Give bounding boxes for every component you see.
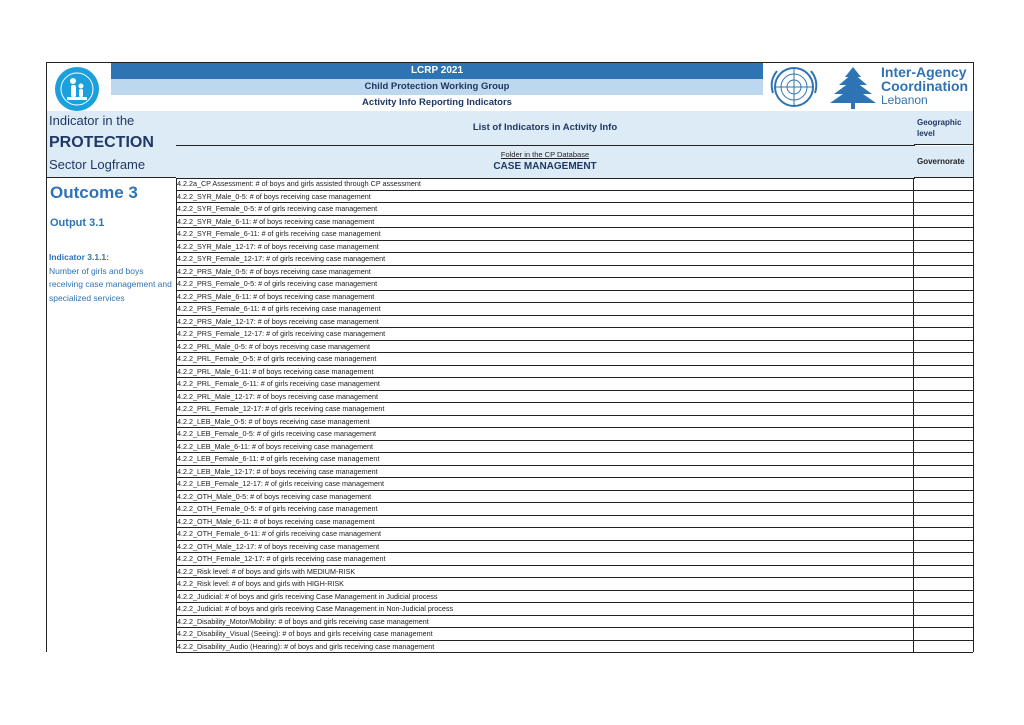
report-subtitle-2: Activity Info Reporting Indicators: [111, 95, 763, 111]
geographic-level-cell: [914, 553, 973, 565]
geographic-level-header: Geographic level: [914, 111, 973, 145]
geographic-level-cell: [914, 641, 973, 653]
table-row: [176, 478, 973, 491]
logframe-title-line-2: PROTECTION: [49, 134, 154, 151]
geographic-level-cell: [914, 341, 973, 353]
logframe-title-line-3: Sector Logframe: [49, 157, 146, 172]
indicator-cell: 4.2.2_PRS_Male_0-5: # of boys receiving case management: [176, 266, 914, 278]
geographic-level-cell: [914, 453, 973, 465]
governorate-label: Governorate: [914, 146, 973, 178]
geographic-level-cell: [914, 628, 973, 640]
table-row: [176, 528, 973, 541]
geographic-level-cell: [914, 466, 973, 478]
table-row: [176, 416, 973, 429]
table-row: [176, 366, 973, 379]
indicator-cell: 4.2.2_LEB_Male_0-5: # of boys receiving case management: [176, 416, 914, 428]
geographic-level-cell: [914, 203, 973, 215]
indicator-cell: 4.2.2_PRL_Male_0-5: # of boys receiving case management: [176, 341, 914, 353]
table-row: [176, 428, 973, 441]
geographic-level-cell: [914, 353, 973, 365]
outcome-label: Outcome 3: [50, 183, 138, 202]
un-emblem-icon: [763, 63, 825, 111]
indicator-rows: [176, 178, 973, 653]
table-row: [176, 341, 973, 354]
logframe-panel: [47, 111, 177, 652]
indicator-cell: 4.2.2_PRS_Male_6-11: # of boys receiving case management: [176, 291, 914, 303]
indicator-cell: 4.2.2_PRL_Female_0-5: # of girls receiving case management: [176, 353, 914, 365]
table-row: [176, 378, 973, 391]
folder-name: CASE MANAGEMENT: [493, 161, 597, 172]
indicator-cell: 4.2.2_SYR_Male_6-11: # of boys receiving case management: [176, 216, 914, 228]
indicator-cell: 4.2.2_OTH_Female_0-5: # of girls receiving case management: [176, 503, 914, 515]
table-row: [176, 253, 973, 266]
geographic-level-cell: [914, 541, 973, 553]
table-row: [176, 191, 973, 204]
table-row: [176, 241, 973, 254]
geographic-level-cell: [914, 278, 973, 290]
table-row: [176, 266, 973, 279]
table-row: [176, 466, 973, 479]
indicator-cell: 4.2.2_LEB_Female_0-5: # of girls receiving case management: [176, 428, 914, 440]
table-row: [176, 628, 973, 641]
indicator-cell: 4.2.2a_CP Assessment: # of boys and girls assisted through CP assessment: [176, 178, 914, 190]
cedar-logo-icon: [825, 63, 881, 111]
geographic-level-cell: [914, 291, 973, 303]
indicator-cell: 4.2.2_LEB_Female_12-17: # of girls receiving case management: [176, 478, 914, 490]
geographic-level-cell: [914, 328, 973, 340]
table-row: [176, 541, 973, 554]
indicator-cell: 4.2.2_PRS_Male_12-17: # of boys receiving case management: [176, 316, 914, 328]
indicator-cell: 4.2.2_SYR_Female_12-17: # of girls receiving case management: [176, 253, 914, 265]
indicator-cell: 4.2.2_Judicial: # of boys and girls receiving Case Management in Non-Judicial process: [176, 603, 914, 615]
geographic-level-cell: [914, 603, 973, 615]
table-row: [176, 553, 973, 566]
table-row: [176, 316, 973, 329]
table-row: [176, 616, 973, 629]
report-subtitle: Child Protection Working Group: [111, 79, 763, 95]
geographic-level-cell: [914, 216, 973, 228]
table-row: [176, 591, 973, 604]
indicator-cell: 4.2.2_Risk level: # of boys and girls with MEDIUM-RISK: [176, 566, 914, 578]
geographic-level-cell: [914, 191, 973, 203]
indicator-cell: 4.2.2_PRL_Male_12-17: # of boys receiving case management: [176, 391, 914, 403]
indicator-cell: 4.2.2_PRL_Female_12-17: # of girls receiving case management: [176, 403, 914, 415]
geographic-level-cell: [914, 591, 973, 603]
geographic-level-cell: [914, 566, 973, 578]
indicator-cell: 4.2.2_LEB_Male_6-11: # of boys receiving case management: [176, 441, 914, 453]
geographic-level-cell: [914, 178, 973, 190]
geographic-level-cell: [914, 366, 973, 378]
indicator-cell: 4.2.2_Disability_Audio (Hearing): # of boys and girls receiving case management: [176, 641, 914, 653]
geographic-level-cell: [914, 303, 973, 315]
table-row: [176, 303, 973, 316]
table-row: [176, 516, 973, 529]
table-row: [176, 328, 973, 341]
indicator-number: Indicator 3.1.1:: [49, 252, 109, 262]
geographic-level-cell: [914, 516, 973, 528]
geographic-level-cell: [914, 253, 973, 265]
indicator-cell: 4.2.2_OTH_Female_12-17: # of girls receiving case management: [176, 553, 914, 565]
indicator-list-header: List of Indicators in Activity Info: [176, 111, 915, 146]
geographic-level-cell: [914, 503, 973, 515]
table-row: [176, 391, 973, 404]
geographic-level-cell: [914, 403, 973, 415]
geographic-level-cell: [914, 228, 973, 240]
table-row: [176, 603, 973, 616]
indicator-cell: 4.2.2_PRL_Male_6-11: # of boys receiving case management: [176, 366, 914, 378]
report-title-block: [111, 63, 763, 112]
table-row: [176, 641, 973, 654]
indicator-cell: 4.2.2_OTH_Male_0-5: # of boys receiving case management: [176, 491, 914, 503]
indicator-cell: 4.2.2_PRS_Female_0-5: # of girls receiving case management: [176, 278, 914, 290]
indicator-cell: 4.2.2_SYR_Female_6-11: # of girls receiving case management: [176, 228, 914, 240]
geographic-level-cell: [914, 528, 973, 540]
table-row: [176, 228, 973, 241]
indicator-cell: 4.2.2_PRL_Female_6-11: # of girls receiving case management: [176, 378, 914, 390]
indicator-cell: 4.2.2_Disability_Visual (Seeing): # of boys and girls receiving case management: [176, 628, 914, 640]
table-row: [176, 578, 973, 591]
indicator-description: [49, 251, 175, 305]
indicator-cell: 4.2.2_Judicial: # of boys and girls receiving Case Management in Judicial process: [176, 591, 914, 603]
geographic-level-cell: [914, 378, 973, 390]
indicator-cell: 4.2.2_OTH_Female_6-11: # of girls receiving case management: [176, 528, 914, 540]
geographic-level-cell: [914, 416, 973, 428]
table-row: [176, 278, 973, 291]
table-row: [176, 291, 973, 304]
geographic-level-cell: [914, 616, 973, 628]
indicator-sheet: [46, 62, 974, 652]
geographic-level-cell: [914, 578, 973, 590]
indicator-cell: 4.2.2_SYR_Female_0-5: # of girls receiving case management: [176, 203, 914, 215]
geographic-level-cell: [914, 316, 973, 328]
indicator-cell: 4.2.2_PRS_Female_6-11: # of girls receiving case management: [176, 303, 914, 315]
table-row: [176, 503, 973, 516]
indicator-cell: 4.2.2_LEB_Male_12-17: # of boys receiving case management: [176, 466, 914, 478]
indicator-text: Number of girls and boys receiving case management and specialized services: [49, 265, 172, 303]
table-row: [176, 441, 973, 454]
indicator-cell: 4.2.2_LEB_Female_6-11: # of girls receiving case management: [176, 453, 914, 465]
folder-header: [176, 146, 915, 179]
table-row: [176, 453, 973, 466]
unicef-logo-cell: [47, 63, 112, 112]
inter-agency-logo-text: [881, 65, 973, 109]
geographic-level-cell: [914, 241, 973, 253]
output-label: Output 3.1: [50, 217, 105, 229]
table-row: [176, 203, 973, 216]
indicator-cell: 4.2.2_OTH_Male_12-17: # of boys receiving case management: [176, 541, 914, 553]
unicef-logo-icon: [55, 67, 99, 111]
folder-label: Folder in the CP Database: [500, 150, 590, 159]
table-row: [176, 178, 973, 191]
indicator-cell: 4.2.2_SYR_Male_0-5: # of boys receiving case management: [176, 191, 914, 203]
indicator-cell: 4.2.2_Disability_Motor/Mobility: # of boys and girls receiving case management: [176, 616, 914, 628]
logframe-title-line-1: Indicator in the: [49, 113, 135, 128]
iac-line-3: Lebanon: [881, 93, 928, 107]
table-row: [176, 566, 973, 579]
geographic-level-cell: [914, 478, 973, 490]
geographic-level-cell: [914, 391, 973, 403]
indicator-cell: 4.2.2_Risk level: # of boys and girls with HIGH-RISK: [176, 578, 914, 590]
geographic-level-cell: [914, 441, 973, 453]
logframe-title-cell: [47, 111, 176, 178]
geographic-level-cell: [914, 428, 973, 440]
report-title: LCRP 2021: [111, 63, 763, 79]
table-row: [176, 403, 973, 416]
table-row: [176, 216, 973, 229]
indicator-cell: 4.2.2_OTH_Male_6-11: # of boys receiving case management: [176, 516, 914, 528]
indicator-cell: 4.2.2_SYR_Male_12-17: # of boys receiving case management: [176, 241, 914, 253]
iac-line-1: Inter-Agency: [881, 64, 967, 80]
geographic-level-cell: [914, 266, 973, 278]
table-row: [176, 491, 973, 504]
geographic-level-cell: [914, 491, 973, 503]
iac-line-2: Coordination: [881, 78, 969, 94]
indicator-cell: 4.2.2_PRS_Female_12-17: # of girls receiving case management: [176, 328, 914, 340]
table-row: [176, 353, 973, 366]
